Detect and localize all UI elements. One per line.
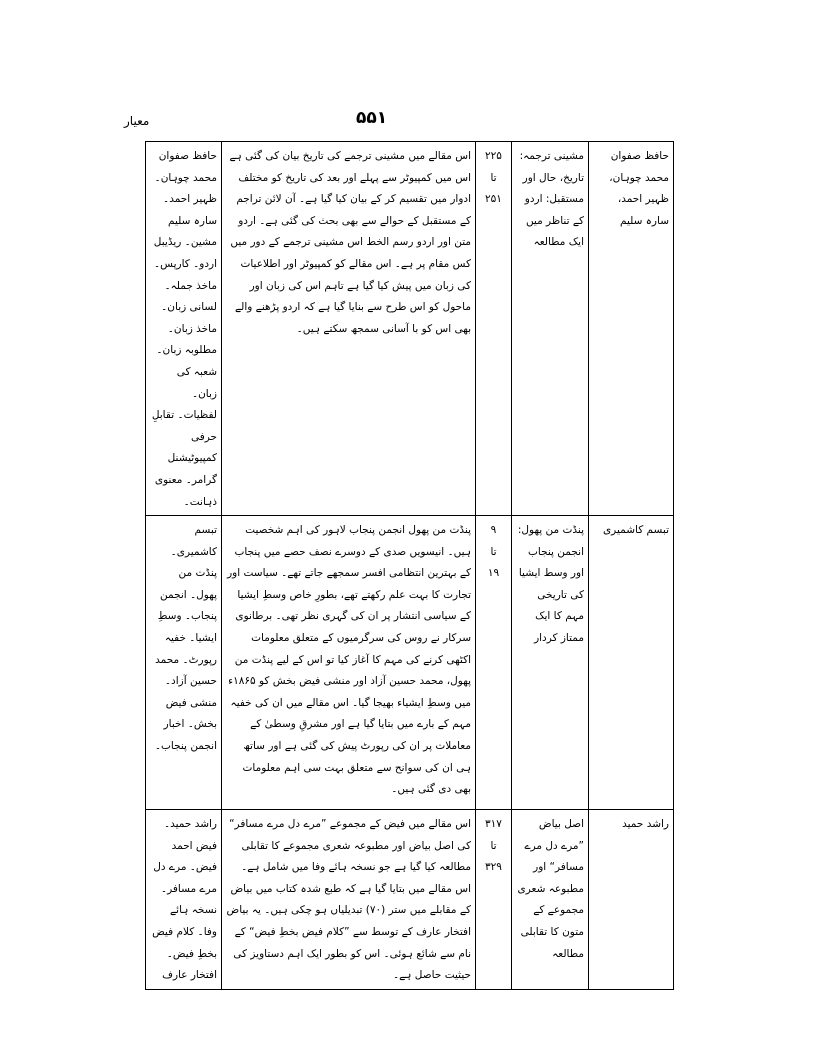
journal-name: معیار (124, 114, 150, 128)
page-from: ۳۱۷ (485, 818, 502, 831)
keywords-cell: تبسم کاشمیری۔ پنڈت من پھول۔ انجمن پنجاب۔ وسطِ ایشیا۔ خفیہ رپورٹ۔ محمد حسین آزاد۔ منشی فیض بخش۔ اخبار انجمن پنجاب۔ (146, 516, 222, 810)
page-sep: تا (490, 545, 497, 558)
table-row (146, 142, 674, 516)
abstract-cell: پنڈت من پھول انجمن پنجاب لاہور کی اہم شخصیت ہیں۔ انیسویں صدی کے دوسرے نصف حصے میں پنجاب کے بہترین انتظامی افسر سمجھے جاتے تھے۔ سیاست اور تجارت کا بہت علم رکھتے تھے، بطورِ خاص وسطِ ایشیا کے سیاسی انتشار پر ان کی گہری نظر تھی۔ برطانوی سرکار نے روس کی سرگرمیوں کے متعلق معلومات اکٹھی کرنے کی مہم کا آغاز کیا تو اس کے لیے پنڈت من پھول، محمد حسین آزاد اور منشی فیض بخش کو ۱۸۶۵ء میں وسطِ ایشیاء بھیجا گیا۔ اس مقالے میں ان کی خفیہ مہم کے بارے میں بتایا گیا ہے اور مشرقِ وسطیٰ کے معاملات پر ان کی رپورٹ پیش کی گئی ہے اور ساتھ ہی ان کی سوانح سے متعلق بہت سی اہم معلومات بھی دی گئی ہیں۔ (222, 516, 476, 810)
pages-cell (476, 516, 512, 810)
table-row (146, 516, 674, 810)
author-cell: حافظ صفوان محمد چوہان، ظہیر احمد، سارہ سلیم (589, 142, 674, 516)
page-to: ۱۹ (487, 567, 500, 580)
author-cell: تبسم کاشمیری (589, 516, 674, 810)
title-cell: پنڈت من پھول: انجمن پنجاب اور وسط ایشیا کی تاریخی مہم کا ایک ممتاز کردار (512, 516, 589, 810)
article-index-table (145, 141, 674, 990)
page-sep: تا (490, 839, 497, 852)
page-to: ۲۵۱ (485, 193, 502, 206)
page-sep: تا (490, 171, 497, 184)
pages-cell (476, 142, 512, 516)
title-cell: اصل بیاض ”مرے دل مرے مسافر“ اور مطبوعہ شعری مجموعے کے متون کا تقابلی مطالعہ (512, 810, 589, 990)
page-from: ۹ (490, 524, 497, 537)
page-to: ۳۲۹ (485, 861, 502, 874)
table-row (146, 810, 674, 990)
page-from: ۲۲۵ (485, 150, 502, 162)
pages-cell (476, 810, 512, 990)
author-cell: راشد حمید (589, 810, 674, 990)
keywords-cell: راشد حمید۔ فیض احمد فیض۔ مرے دل مرے مسافر۔ نسخہ ہائے وفا۔ کلام فیض بخطِ فیض۔ افتخار عارف (146, 810, 222, 990)
title-cell: مشینی ترجمہ: تاریخ، حال اور مستقبل: اردو کے تناظر میں ایک مطالعہ (512, 142, 589, 516)
page-number: ۵۵۱ (356, 108, 388, 128)
abstract-cell: اس مقالے میں فیض کے مجموعے ”مرے دل مرے مسافر“ کی اصل بیاض اور مطبوعہ شعری مجموعے کا تقابلی مطالعہ کیا گیا ہے جو نسخہ ہائے وفا میں شامل ہے۔ اس مقالے میں بتایا گیا ہے کہ طبع شدہ کتاب میں بیاض کے مقابلے میں ستر (۷۰) تبدیلیاں ہو چکی ہیں۔ یہ بیاض افتخار عارف کے توسط سے ”کلام فیض بخطِ فیض“ کے نام سے شائع ہوئی۔ اس کو بطور ایک اہم دستاویز کی حیثیت حاصل ہے۔ (222, 810, 476, 990)
keywords-cell: حافظ صفوان محمد چوہان۔ ظہیر احمد۔ سارہ سلیم مشین۔ ریڈیبل اردو۔ کارپس۔ ماخذ جملہ۔ لسانی زبان۔ ماخذ زبان۔ مطلوبہ زبان۔ شعبہ کی زبان۔ لفظیات۔ تقابلِ حرفی کمپیوٹیشنل گرامر۔ معنوی ذہانت۔ (146, 142, 222, 516)
abstract-cell: اس مقالے میں مشینی ترجمے کی تاریخ بیان کی گئی ہے اس میں کمپیوٹر سے پہلے اور بعد کی تاریخ کو مختلف ادوار میں تقسیم کر کے بیان کیا گیا ہے۔ آن لائن تراجم کے مستقبل کے حوالے سے بھی بحث کی گئی ہے۔ اردو متن اور اردو رسم الخط اس مشینی ترجمے کے دور میں کس مقام پر ہے۔ اس مقالے کو کمپیوٹر اور اطلاعیات کی زبان میں پیش کیا گیا ہے تاہم اس کی زبان اور ماحول کو اس طرح سے بنایا گیا ہے کہ اردو پڑھنے والے بھی اس کو با آسانی سمجھ سکتے ہیں۔ (222, 142, 476, 516)
